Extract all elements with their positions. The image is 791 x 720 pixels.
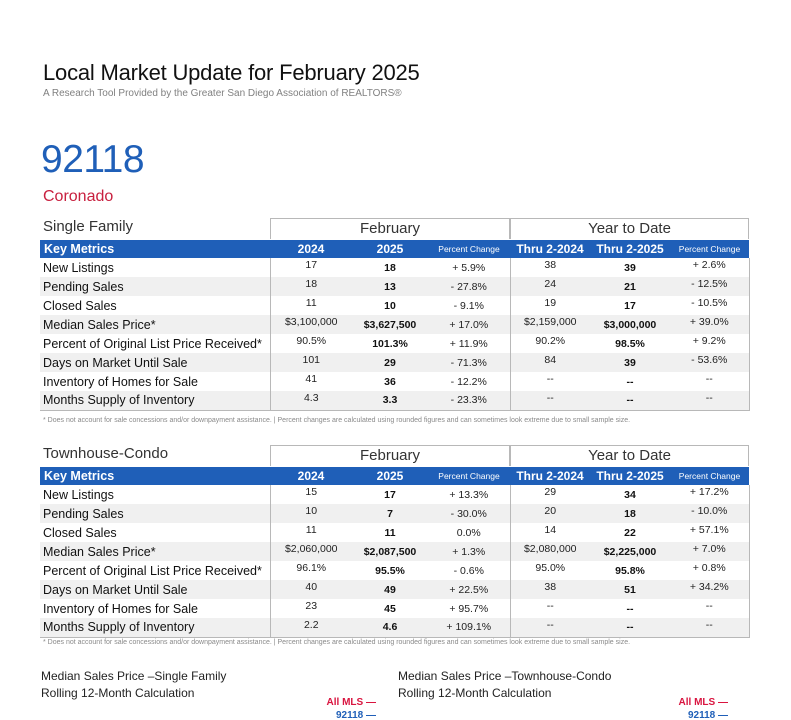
- value-thru-2024: --: [510, 599, 590, 618]
- metric-label: Percent of Original List Price Received*: [43, 336, 262, 351]
- table-row: [40, 542, 749, 561]
- metric-label: Inventory of Homes for Sale: [43, 374, 198, 389]
- percent-change: + 109.1%: [428, 618, 510, 637]
- value-thru-2024: --: [510, 391, 590, 410]
- ytd-percent-change: + 7.0%: [670, 542, 749, 561]
- metric-label: Days on Market Until Sale: [40, 353, 270, 372]
- metric-label: Inventory of Homes for Sale: [43, 601, 198, 616]
- legend-all-mls: All MLS —: [678, 697, 728, 708]
- value-thru-2025: $2,225,000: [590, 542, 670, 561]
- table-row: [40, 599, 749, 618]
- value-2025: 3.3: [352, 391, 428, 410]
- value-2024: 15: [270, 485, 352, 504]
- section-title: Townhouse-Condo: [43, 445, 169, 462]
- metric-label: Pending Sales: [40, 504, 270, 523]
- percent-change: - 27.8%: [428, 277, 510, 296]
- value-2024: $3,100,000: [270, 315, 352, 334]
- header-ytd-percent-change: Percent Change: [670, 467, 749, 485]
- value-2025: 7: [352, 504, 428, 523]
- city-name: Coronado: [43, 188, 114, 205]
- value-2025: 95.5%: [375, 564, 405, 577]
- ytd-percent-change: + 0.8%: [670, 561, 749, 580]
- table-row: [40, 561, 749, 580]
- value-thru-2024: 84: [510, 353, 590, 372]
- value-2024: 11: [270, 523, 352, 542]
- value-thru-2025: 17: [624, 299, 636, 312]
- ytd-percent-change: --: [670, 372, 749, 391]
- value-2024: 4.3: [270, 391, 352, 410]
- ytd-percent-change: - 53.6%: [670, 353, 749, 372]
- header-2025: 2025: [352, 240, 428, 258]
- table-row: [40, 391, 749, 410]
- table-row: [40, 523, 749, 542]
- table-row: [40, 485, 749, 504]
- value-thru-2024: 20: [510, 504, 590, 523]
- value-2025: 49: [352, 580, 428, 599]
- table-row: [40, 296, 749, 315]
- chart-title-single-family: [41, 668, 226, 702]
- value-2024: 23: [270, 599, 352, 618]
- chart-title-townhouse-condo: [398, 668, 611, 702]
- value-thru-2025: --: [626, 602, 634, 615]
- section-title: Single Family: [43, 218, 134, 235]
- metric-label: Closed Sales: [43, 298, 117, 313]
- ytd-percent-change: + 39.0%: [670, 315, 749, 334]
- header-percent-change: Percent Change: [428, 240, 510, 258]
- ytd-percent-change: --: [670, 391, 749, 410]
- header-thru-2024: Thru 2-2024: [510, 467, 590, 485]
- value-thru-2025: 39: [590, 353, 670, 372]
- value-2024: 11: [270, 296, 352, 315]
- chart-subtitle: Rolling 12-Month Calculation: [41, 686, 195, 700]
- header-2024: 2024: [270, 467, 352, 485]
- value-thru-2024: 29: [510, 485, 590, 504]
- value-2024: $2,060,000: [270, 542, 352, 561]
- percent-change: - 30.0%: [428, 504, 510, 523]
- ytd-percent-change: + 9.2%: [670, 334, 749, 353]
- group-header-month: February: [270, 218, 510, 239]
- value-2025: $2,087,500: [352, 542, 428, 561]
- header-2025: 2025: [352, 467, 428, 485]
- value-thru-2024: --: [510, 372, 590, 391]
- value-2025: 18: [384, 261, 396, 274]
- percent-change: + 11.9%: [449, 337, 488, 350]
- percent-change: - 71.3%: [428, 353, 510, 372]
- header-key-metrics: Key Metrics: [40, 467, 270, 485]
- value-2025: $3,627,500: [352, 315, 428, 334]
- value-thru-2025: 51: [590, 580, 670, 599]
- ytd-percent-change: + 17.2%: [670, 485, 749, 504]
- table-header-row: [40, 467, 749, 485]
- legend-zip: 92118 —: [335, 710, 376, 720]
- value-thru-2024: 38: [510, 580, 590, 599]
- value-2024: 17: [270, 258, 352, 277]
- percent-change: - 23.3%: [428, 391, 510, 410]
- ytd-percent-change: + 57.1%: [670, 523, 749, 542]
- metric-label: Percent of Original List Price Received*: [43, 563, 262, 578]
- percent-change: - 12.2%: [450, 375, 487, 388]
- table-row: [40, 353, 749, 372]
- metric-label: Median Sales Price*: [40, 315, 270, 334]
- metric-label: Median Sales Price*: [40, 542, 270, 561]
- metric-label: Days on Market Until Sale: [40, 580, 270, 599]
- legend-zip: 92118 —: [687, 710, 728, 720]
- metric-label: Pending Sales: [40, 277, 270, 296]
- value-thru-2024: 95.0%: [510, 561, 590, 580]
- value-2025: 36: [384, 375, 396, 388]
- ytd-percent-change: --: [670, 599, 749, 618]
- value-thru-2025: 21: [590, 277, 670, 296]
- value-2025: 11: [384, 526, 396, 539]
- value-2024: 2.2: [270, 618, 352, 637]
- percent-change: + 17.0%: [428, 315, 510, 334]
- value-2024: 90.5%: [270, 334, 352, 353]
- table-row: [40, 258, 749, 277]
- ytd-percent-change: --: [670, 618, 749, 637]
- footnote: * Does not account for sale concessions and/or downpayment assistance. | Percent changes are calculated using rounded figures and can sometimes look extreme due to small sample size.: [43, 417, 631, 424]
- metric-label: Closed Sales: [43, 525, 117, 540]
- percent-change: 0.0%: [456, 526, 481, 539]
- value-thru-2025: 34: [624, 488, 636, 501]
- table-row: [40, 315, 749, 334]
- table-row: [40, 372, 749, 391]
- value-thru-2025: $3,000,000: [590, 315, 670, 334]
- value-2024: 40: [270, 580, 352, 599]
- metric-label: Months Supply of Inventory: [40, 391, 270, 410]
- metric-label: Months Supply of Inventory: [40, 618, 270, 637]
- chart-legend-townhouse-condo: [620, 696, 728, 720]
- percent-change: + 5.9%: [452, 261, 486, 274]
- chart-title: Median Sales Price –Townhouse-Condo: [398, 669, 612, 683]
- value-thru-2025: 98.5%: [615, 337, 645, 350]
- table-row: [40, 334, 749, 353]
- metrics-table: [40, 467, 750, 638]
- value-thru-2025: 18: [590, 504, 670, 523]
- ytd-percent-change: + 34.2%: [670, 580, 749, 599]
- ytd-percent-change: + 2.6%: [670, 258, 749, 277]
- value-thru-2024: $2,080,000: [510, 542, 590, 561]
- value-thru-2025: --: [626, 375, 634, 388]
- value-thru-2024: 90.2%: [510, 334, 590, 353]
- value-2025: 101.3%: [372, 337, 408, 350]
- value-2024: 41: [270, 372, 352, 391]
- header-2024: 2024: [270, 240, 352, 258]
- value-2025: 45: [384, 602, 396, 615]
- metric-label: New Listings: [43, 487, 114, 502]
- ytd-percent-change: - 10.5%: [670, 296, 749, 315]
- table-row: [40, 580, 749, 599]
- header-percent-change: Percent Change: [428, 467, 510, 485]
- value-2025: 29: [352, 353, 428, 372]
- header-key-metrics: Key Metrics: [40, 240, 270, 258]
- table-row: [40, 277, 749, 296]
- value-2025: 4.6: [352, 618, 428, 637]
- percent-change: - 0.6%: [453, 564, 484, 577]
- metric-label: New Listings: [43, 260, 114, 275]
- value-2024: 18: [270, 277, 352, 296]
- page-subtitle: A Research Tool Provided by the Greater San Diego Association of REALTORS®: [43, 88, 402, 99]
- value-thru-2024: 38: [510, 258, 590, 277]
- value-2024: 10: [270, 504, 352, 523]
- header-thru-2024: Thru 2-2024: [510, 240, 590, 258]
- header-ytd-percent-change: Percent Change: [670, 240, 749, 258]
- value-thru-2024: 19: [510, 296, 590, 315]
- percent-change: + 95.7%: [449, 602, 489, 615]
- page-title: Local Market Update for February 2025: [43, 60, 420, 85]
- footnote: * Does not account for sale concessions and/or downpayment assistance. | Percent changes are calculated using rounded figures and can sometimes look extreme due to small sample size.: [43, 639, 631, 646]
- table-row: [40, 618, 749, 637]
- table-header-row: [40, 240, 749, 258]
- ytd-percent-change: - 12.5%: [670, 277, 749, 296]
- value-thru-2024: 14: [510, 523, 590, 542]
- ytd-percent-change: - 10.0%: [670, 504, 749, 523]
- single-family-section: [40, 218, 749, 418]
- value-2024: 101: [270, 353, 352, 372]
- townhouse-condo-section: [40, 445, 749, 640]
- percent-change: + 22.5%: [428, 580, 510, 599]
- value-thru-2024: --: [510, 618, 590, 637]
- percent-change: - 9.1%: [453, 299, 484, 312]
- chart-title: Median Sales Price –Single Family: [41, 669, 227, 683]
- value-thru-2025: --: [590, 391, 670, 410]
- value-thru-2024: 24: [510, 277, 590, 296]
- group-header-ytd: Year to Date: [510, 218, 749, 239]
- legend-all-mls: All MLS —: [326, 697, 376, 708]
- header-thru-2025: Thru 2-2025: [590, 467, 670, 485]
- chart-subtitle: Rolling 12-Month Calculation: [398, 686, 552, 700]
- table-row: [40, 504, 749, 523]
- value-2025: 10: [384, 299, 396, 312]
- value-2024: 96.1%: [270, 561, 352, 580]
- value-2025: 17: [384, 488, 396, 501]
- metrics-table: [40, 240, 750, 411]
- percent-change: + 1.3%: [428, 542, 510, 561]
- group-header-month: February: [270, 445, 510, 466]
- value-thru-2025: 39: [624, 261, 636, 274]
- value-thru-2025: --: [590, 618, 670, 637]
- value-thru-2025: 95.8%: [615, 564, 645, 577]
- chart-legend-single-family: [270, 696, 376, 720]
- zip-code: 92118: [41, 138, 145, 181]
- header-thru-2025: Thru 2-2025: [590, 240, 670, 258]
- value-thru-2024: $2,159,000: [510, 315, 590, 334]
- percent-change: + 13.3%: [449, 488, 489, 501]
- value-thru-2025: 22: [624, 526, 636, 539]
- group-header-ytd: Year to Date: [510, 445, 749, 466]
- value-2025: 13: [352, 277, 428, 296]
